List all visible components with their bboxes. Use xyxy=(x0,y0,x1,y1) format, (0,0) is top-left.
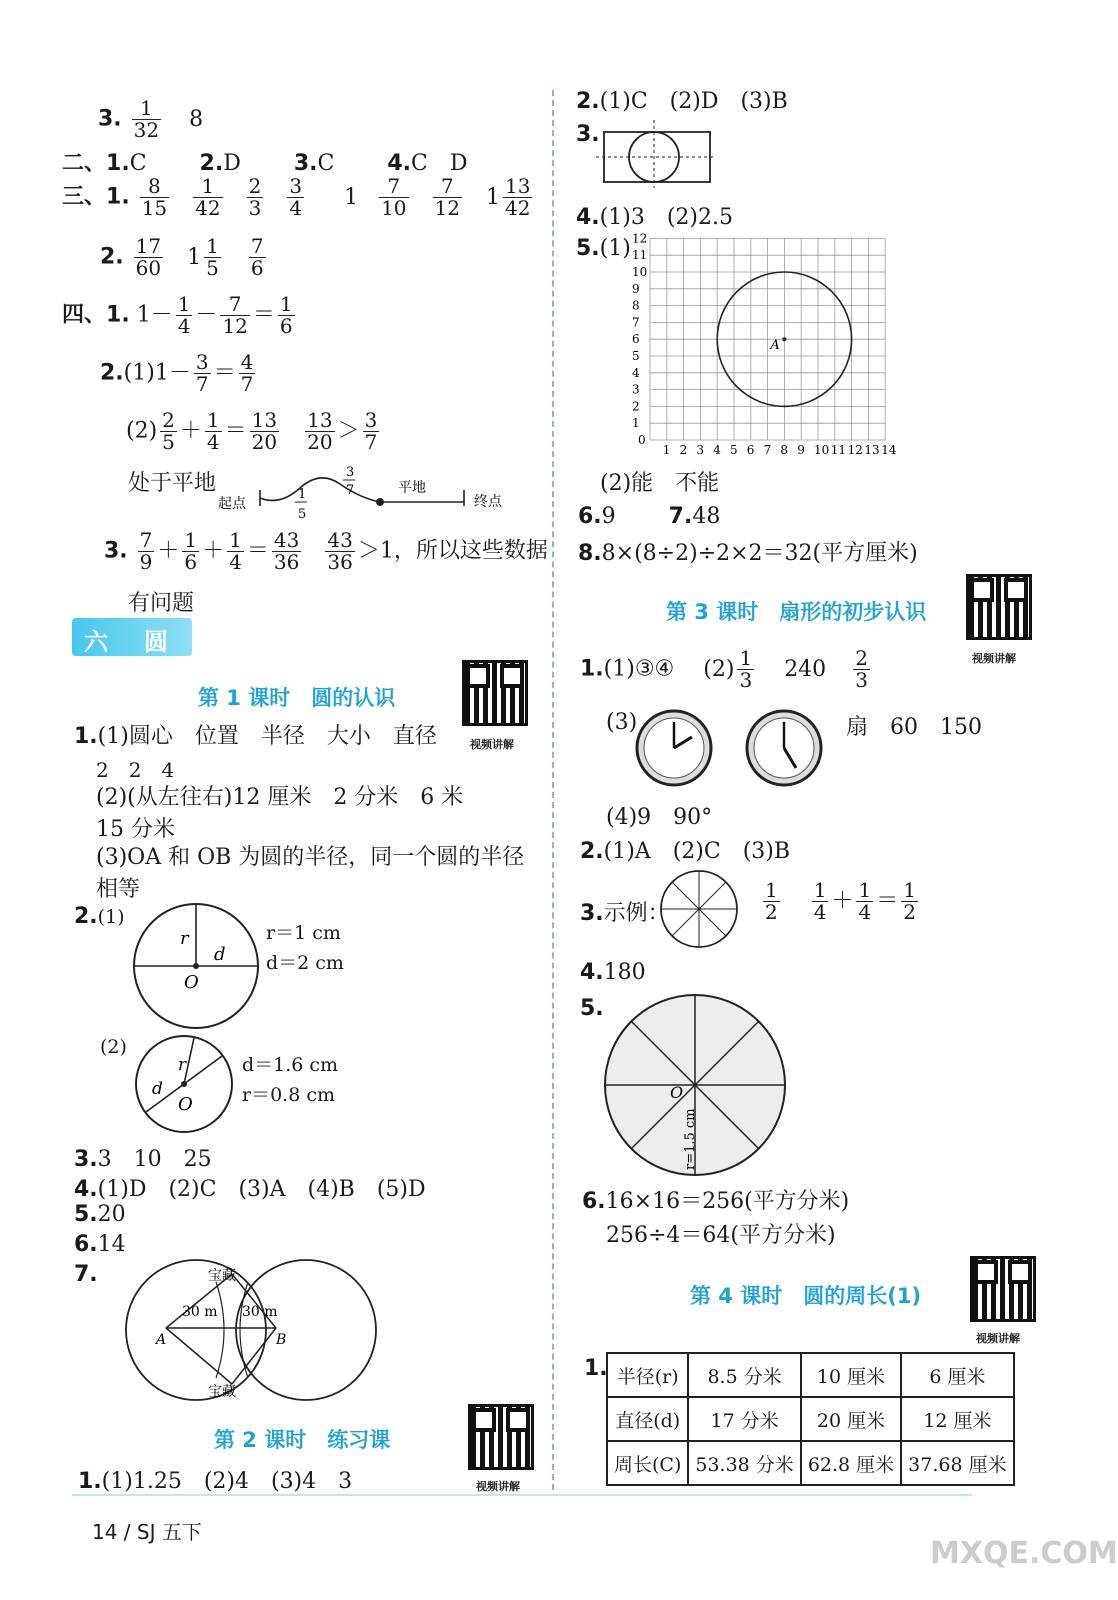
y-tick-label: 3 xyxy=(632,382,640,397)
end-label: 终点 xyxy=(474,494,502,510)
svg-text:d: d xyxy=(214,944,226,965)
table-row: 直径(d) 17 分米 20 厘米 12 厘米 xyxy=(607,1397,1014,1441)
svg-text:O: O xyxy=(184,972,199,993)
svg-text:r: r xyxy=(178,1055,187,1075)
lesson3-q6: 6.16×16＝256(平方分米) xyxy=(582,1189,850,1214)
lesson3-q4: 4.180 xyxy=(580,960,646,985)
lesson1-q1: 1.(1)圆心 位置 半径 大小 直径 xyxy=(74,724,437,749)
section-2-line: 二、1.C 2.D 3.C 4.C D xyxy=(62,151,468,176)
clock-icon xyxy=(634,708,714,788)
lesson1-q6: 6.14 xyxy=(74,1232,126,1257)
qr-code[interactable] xyxy=(966,574,1032,640)
svg-text:r=1.5 cm: r=1.5 cm xyxy=(683,1108,698,1170)
circle-diagram-1 xyxy=(128,902,268,1032)
y-tick-label: 6 xyxy=(632,332,640,347)
right-q5-2: (2)能 不能 xyxy=(600,471,720,496)
circle-diagram-2 xyxy=(130,1034,240,1134)
y-tick-label: 12 xyxy=(632,231,648,246)
qr-label: 视频讲解 xyxy=(470,738,514,751)
x-tick-label: 9 xyxy=(797,443,805,457)
lesson4-q1: 1. xyxy=(584,1356,608,1381)
clock-icon xyxy=(744,708,824,788)
x-tick-label: 4 xyxy=(713,443,721,457)
right-q6-q7: 6.9 7.48 xyxy=(578,504,721,529)
qr-code[interactable] xyxy=(468,1404,534,1470)
y-tick-label: 7 xyxy=(632,315,640,330)
svg-text:30 m: 30 m xyxy=(182,1304,218,1320)
svg-text:宝藏: 宝藏 xyxy=(208,1384,236,1400)
flat-label: 平地 xyxy=(398,480,426,496)
y-tick-label: 5 xyxy=(632,349,640,363)
lesson3-q2: 2.(1)A (2)C (3)B xyxy=(580,839,791,864)
y-tick-label: 2 xyxy=(632,399,640,414)
right-q2: 2.(1)C (2)D (3)B xyxy=(576,89,788,114)
flat-text: 处于平地 xyxy=(128,471,217,496)
qr-code[interactable] xyxy=(462,660,528,726)
lesson3-q5: 5. xyxy=(580,996,604,1021)
svg-text:O: O xyxy=(670,1083,684,1102)
section-3-line-2: 2. $\frac{17}{60}$ 1 $\frac{1}{5}$ $\frac{7}{6}$ xyxy=(100,234,264,280)
section-4-line-2: 2.(1)1－ $\frac{3}{7}$ ＝ $\frac{4}{7}$ xyxy=(100,350,254,396)
lesson1-q5: 5.20 xyxy=(74,1202,126,1227)
fraction: $\frac{1}{32}$ xyxy=(133,96,160,142)
sector-diagram xyxy=(602,992,788,1178)
y-tick-label: 9 xyxy=(632,281,640,296)
svg-text:O: O xyxy=(178,1094,193,1115)
svg-text:d: d xyxy=(152,1079,163,1099)
y-tick-label: 1 xyxy=(632,416,640,431)
right-q3: 3. xyxy=(576,122,600,147)
x-tick-label: 14 xyxy=(881,443,897,457)
svg-text:30 m: 30 m xyxy=(242,1304,278,1320)
section-4-line-3: (2) $\frac{2}{5}$ ＋ $\frac{1}{4}$ ＝ $\frac{13}{20}$ $\frac{13}{20}$ ＞ $\frac{3}{7}$ xyxy=(126,408,378,454)
watermark: MXQE.COM xyxy=(930,1536,1118,1571)
road-diagram xyxy=(210,462,520,524)
table-row: 周长(C) 53.38 分米 62.8 厘米 37.68 厘米 xyxy=(607,1441,1014,1485)
section-3-line: 三、1. $\frac{8}{15}$ $\frac{1}{42}$ $\frac{2}{3}$ $\frac{3}{4}$ 1 $\frac{7}{10}$ $\frac{7}{12}$ 1 $\frac{13}{42}$ xyxy=(62,174,531,220)
lesson-4-title: 第 4 课时 圆的周长(1) xyxy=(690,1284,922,1308)
svg-text:A: A xyxy=(156,1332,167,1348)
sector-circle xyxy=(658,868,740,950)
lesson-2-title: 第 2 课时 练习课 xyxy=(214,1428,391,1452)
lesson1-q2: 2.(1) xyxy=(74,904,125,929)
right-q5: 5.(1) xyxy=(576,236,631,261)
x-tick-label: 12 xyxy=(847,443,863,457)
line-3: 3. $\frac{1}{32}$ 8 xyxy=(98,96,204,142)
svg-text:7: 7 xyxy=(346,483,355,498)
lesson-3-title: 第 3 课时 扇形的初步认识 xyxy=(666,600,927,624)
continued-text: 有问题 xyxy=(128,591,195,616)
footer-rule xyxy=(72,1494,972,1496)
svg-text:B: B xyxy=(276,1332,287,1348)
svg-text:宝藏: 宝藏 xyxy=(208,1268,236,1284)
section-4-line: 四、1. 1－ $\frac{1}{4}$ － $\frac{7}{12}$ ＝ $\frac{1}{6}$ xyxy=(62,292,293,338)
lesson3-q1: 1.(1)③④ (2) $\frac{1}{3}$ 240 $\frac{2}{3}$ xyxy=(580,646,868,692)
y-tick-label: 4 xyxy=(632,365,640,380)
table-row: 半径(r) 8.5 分米 10 厘米 6 厘米 xyxy=(607,1353,1014,1397)
x-tick-label: 3 xyxy=(696,443,705,457)
line-3-sum: 3. $\frac{7}{9}$ ＋ $\frac{1}{6}$ ＋ $\frac{1}{4}$ ＝ $\frac{43}{36}$ $\frac{43}{36}$ ＞1，所以这些数据 xyxy=(104,528,548,574)
lesson2-q1: 1.(1)1.25 (2)4 (3)4 3 xyxy=(78,1469,353,1494)
svg-text:3: 3 xyxy=(346,465,355,480)
x-tick-label: 7 xyxy=(763,443,772,457)
lesson1-q7: 7. xyxy=(74,1262,98,1287)
coordinate-grid xyxy=(630,231,897,462)
center-point xyxy=(782,337,786,341)
y-tick-label: 11 xyxy=(632,248,648,263)
start-label: 起点 xyxy=(218,496,246,512)
column-divider xyxy=(552,90,554,1490)
circumference-table xyxy=(606,1352,1015,1486)
page-footer: 14 / SJ 五下 xyxy=(92,1520,202,1544)
svg-text:5: 5 xyxy=(298,507,307,522)
chapter-banner: 六 圆 xyxy=(72,618,192,656)
x-tick-label: 5 xyxy=(730,443,738,457)
y-tick-label: 8 xyxy=(632,298,640,313)
qr-code[interactable] xyxy=(970,1256,1036,1322)
right-q8: 8.8×(8÷2)÷2×2＝32(平方厘米) xyxy=(578,541,918,566)
point-label: A xyxy=(770,338,780,354)
y-tick-label: 10 xyxy=(632,265,648,279)
lesson3-q3: 3.示例： xyxy=(580,901,670,926)
right-q4: 4.(1)3 (2)2.5 xyxy=(576,205,733,230)
sector-fractions: $\frac{1}{2}$ $\frac{1}{4}$ ＋ $\frac{1}{4}$ ＝ $\frac{1}{2}$ xyxy=(765,878,916,924)
x-tick-label: 11 xyxy=(830,443,847,457)
x-tick-label: 8 xyxy=(780,443,789,457)
svg-text:1: 1 xyxy=(298,487,307,502)
x-tick-label: 2 xyxy=(679,443,688,457)
lesson1-q4: 4.(1)D (2)C (3)A (4)B (5)D xyxy=(74,1177,426,1202)
x-tick-label: 10 xyxy=(814,443,830,457)
x-tick-label: 6 xyxy=(746,443,755,457)
rectangle-circle-figure xyxy=(596,118,716,188)
lesson-1-title: 第 1 课时 圆的认识 xyxy=(198,686,396,710)
lesson1-q3: 3.3 10 25 xyxy=(74,1147,212,1172)
x-tick-label: 1 xyxy=(662,443,671,457)
treasure-diagram xyxy=(96,1258,414,1404)
x-tick-label: 13 xyxy=(864,443,880,457)
svg-text:r: r xyxy=(180,928,189,949)
origin-label: 0 xyxy=(638,433,646,447)
